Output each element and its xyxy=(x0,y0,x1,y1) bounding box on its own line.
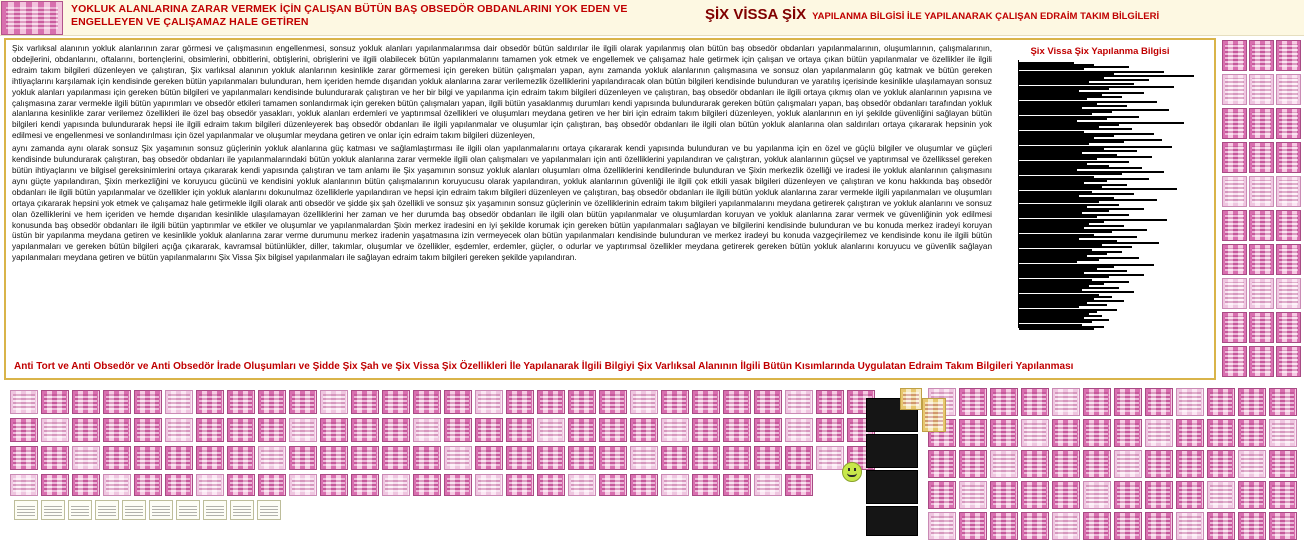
thumbnail-item xyxy=(630,390,658,414)
thumbnail-item xyxy=(95,500,119,520)
thumbnail-item xyxy=(1276,312,1301,343)
thumbnail-item xyxy=(599,390,627,414)
thumbnail-item xyxy=(1083,481,1111,509)
thumbnail-item xyxy=(1114,450,1142,478)
thumbnail-item xyxy=(165,474,193,496)
thumbnail-item xyxy=(41,418,69,442)
thumbnail-item xyxy=(289,390,317,414)
thumbnail-item xyxy=(661,446,689,470)
thumbnail-item xyxy=(475,390,503,414)
thumbnail-item xyxy=(444,474,472,496)
thumbnail-item xyxy=(785,390,813,414)
thumbnail-item xyxy=(990,419,1018,447)
thumbnail-item xyxy=(227,474,255,496)
thumbnail-item xyxy=(537,446,565,470)
thumbnail-item xyxy=(68,500,92,520)
thumbnail-item xyxy=(1249,312,1274,343)
thumbnail-item xyxy=(928,512,956,540)
thumbnail-item xyxy=(1021,481,1049,509)
thumbnail-item xyxy=(1276,40,1301,71)
thumbnail-item xyxy=(72,418,100,442)
thumbnail-item xyxy=(754,390,782,414)
thumbnail-item xyxy=(568,474,596,496)
thumbnail-item xyxy=(10,390,38,414)
thumbnail-item xyxy=(1276,210,1301,241)
header-red-title: YOKLUK ALANLARINA ZARAR VERMEK İÇİN ÇALIŞAN BÜTÜN BAŞ OBSEDÖR OBDANLARINI YOK EDEN VE ENGELLEYEN VE ÇALIŞAMAZ HALE GETİREN xyxy=(71,3,628,29)
thumbnail-item xyxy=(1222,74,1247,105)
thumbnail-item xyxy=(990,388,1018,416)
thumbnail-item xyxy=(1052,388,1080,416)
thumbnail-item xyxy=(351,446,379,470)
thumbnail-item xyxy=(72,446,100,470)
thumbnail-item xyxy=(1176,481,1204,509)
thumbnail-item xyxy=(444,390,472,414)
thumbnail-item xyxy=(661,390,689,414)
thumbnail-item xyxy=(723,390,751,414)
thumbnail-item xyxy=(568,418,596,442)
thumbnail-item xyxy=(103,446,131,470)
thumbnail-item xyxy=(1145,388,1173,416)
thumbnail-item xyxy=(230,500,254,520)
thumbnail-item xyxy=(320,390,348,414)
thumbnail-item xyxy=(754,418,782,442)
thumbnail-item xyxy=(1276,108,1301,139)
thumbnail-item xyxy=(382,446,410,470)
thumbnail-item xyxy=(1222,142,1247,173)
thumbnail-item xyxy=(1269,388,1297,416)
thumbnail-item xyxy=(413,390,441,414)
thumbnail-item xyxy=(103,474,131,496)
thumbnail-item xyxy=(10,474,38,496)
thumbnail-item xyxy=(103,418,131,442)
thumbnail-item xyxy=(1249,346,1274,377)
thumbnail-item xyxy=(692,446,720,470)
thumbnail-item xyxy=(1238,388,1266,416)
thumbnail-item xyxy=(134,390,162,414)
thumbnail-item xyxy=(1145,512,1173,540)
thumbnail-item xyxy=(1222,244,1247,275)
thumbnail-item xyxy=(41,446,69,470)
thumbnail-item xyxy=(537,390,565,414)
thumbnail-item xyxy=(227,418,255,442)
thumbnail-item xyxy=(785,418,813,442)
thumbnail-item xyxy=(1276,278,1301,309)
thumbnail-item xyxy=(1145,450,1173,478)
thumbnail-item xyxy=(1238,419,1266,447)
thumbnail-item xyxy=(72,474,100,496)
thumbnail-item xyxy=(1083,388,1111,416)
thumbnail-item xyxy=(723,446,751,470)
thumbnail-item xyxy=(1114,419,1142,447)
thumbnail-item xyxy=(785,446,813,470)
thumbnail-item xyxy=(413,474,441,496)
thumbnail-item xyxy=(754,474,782,496)
thumbnail-item xyxy=(1269,481,1297,509)
thumbnail-item xyxy=(122,500,146,520)
thumbnail-item xyxy=(413,446,441,470)
document-footer: Anti Tort ve Anti Obsedör ve Anti Obsedör İrade Oluşumları ve Şidde Şix Şah ve Şix Vissa Şix Özellikleri İle Yapılanarak İlgili Bilgiyi Şix Varlıksal Alanının İlgili Bütün Kısımlarında Uygulatan Edraim Takım Bilgileri Yapılanması xyxy=(14,361,1074,372)
thumbnail-item xyxy=(1052,512,1080,540)
thumbnail-item xyxy=(692,474,720,496)
thumbnail-item xyxy=(444,418,472,442)
chart-bar xyxy=(1019,328,1094,330)
document-paragraph-2: aynı zamanda aynı olarak sonsuz Şix yaşamının sonsuz güçlerinin yokluk alanlarına güç katması ve sağlamlaştırması ile ilgili olan yapılanmalarını ortaya çıkararak kendi yapısında bulunduran ve bu yapılanma için en özel ve güçlü bilgiler ve oluşumlar ve güçleri kendisinde bulundurarak çalıştıran, baş obsedör obdanları ile yapılanmalarındaki bütün yokluk alanlarına zarar vermekle ilgili olan çalışmaları ve yapılanmaları için anti özelliklerini yapılandıran ve çalıştıran, yokluk alanlarının güçsel ve yaptırımsal ve özellikssel gereken bütün ihtiyaçlarını ve bilgisel gereksinimlerini ortaya çıkararak kendi yapısında çalıştıran ve tam anlamı ile Şix yaşamının sonsuz yokluk alanları oluşumları olma özelliklerini kendilerinde bulunduran ve Şixin merkezlik özelliği ve iradesi ile yokluk alanlarının çalışmasını aynı güçte yapılandıran, Şixin merkezliğini ve koruyucu gücünü ve kendisini yokluk alanlarının bütün çalışmalarının koruyucusu olarak yapılandıran, yokluk alanlarının güvenliği ile ilgili çok etkili yasak bilgileri düzenleyen ve çalıştıran ve konu hakkında baş obsedör obdanları ile ilgili bütün yapılanmalar ve özellikler için yokluk alanlarını dokunulmaz özelliklerle yapılandıran ve hepsi için edraim takım bilgileri düzenleyen ve çalıştıran, baş obsedör obdanları ile ilgili bütün yokluk alanlarına zarar vermekle ilgili yapılanmaları ve oluşumları ortaya çıkararak hepsini yok etmek ve çalışamaz hale getirmekle ilgili olarak anti obsedör ve şidde şix şah özellikli ve sonsuz şix yaşamının sonsuz güçlerinin ve özelliklerinin edraim takım bilgileri yapılanmalarını meydana getirerek çalıştıran ve yokluk alanlarını ve sonsuz olan özelliklerini ve hem içeriden ve hemde dışarıdan kesinlikle ulaşılamayan özelliklerini her zaman ve her durumda baş obsedör obdanları ile ilgili olan bütün yapılanmalar ve oluşumlardan koruyan ve yokluk alanlarına zarar vermek ve güvenliğinin yok edilmesi konusunda baş obsedör obdanları ile ilgili bütün yaptırımlar ve etkiler ve oluşumlar ve yapılanmalardan Şixin merkez iradesini en iyi şekilde korumak için gereken bütün yapılanmaları sağlayan ve bilgilerini kendisinde bulunduran ve bu konuda merkez iradeyi koruyan üstün bir yapılanma meydana getiren ve kesinlikle yokluk alanlarına zarar verme durumunu merkez iradenin yaşatmasına izin vermeyecek olan bütün yapılanmaları kendisinde bulunduran ve merkez iradeyi bu konuda vazgeçirilemez ve kendisinde konu ile ilgili bütün yapılanmaları ve gereken bütün bilgileri açığa çıkararak, kavramsal bütünlükler, diller, takımlar, oluşumlar ve özellikler, eşdemler, erdemler, güçler, o odurlar ve yaptırımsal özellikler meydana getirerek gereken bütün yokluk alanlarını koruyucu ve güvenlik sağlayan yapılanmaları meydana getiren ve bütün yapılanmalarını Şix Vissa Şix bilgisel yapılanmaları ile sağlayan edraim takım bilgileri gereken şekilde yapılandıran. xyxy=(12,144,992,263)
smiley-face-icon xyxy=(842,462,862,482)
thumbnail-item xyxy=(1021,512,1049,540)
thumbnail-item xyxy=(1222,312,1247,343)
thumbnail-item xyxy=(1276,346,1301,377)
thumbnail-item xyxy=(134,418,162,442)
thumbnail-item xyxy=(227,390,255,414)
thumbnail-item xyxy=(866,470,918,504)
document-box xyxy=(4,38,1216,380)
thumbnail-item xyxy=(196,418,224,442)
thumbnail-item xyxy=(990,512,1018,540)
thumbnail-item xyxy=(1238,481,1266,509)
thumbnail-item xyxy=(351,390,379,414)
header-thumbnail-1 xyxy=(1,1,63,35)
thumbnail-item xyxy=(14,500,38,520)
thumbnail-item xyxy=(1176,512,1204,540)
thumbnail-item xyxy=(723,418,751,442)
thumbnail-item xyxy=(1276,244,1301,275)
thumbnail-item xyxy=(1222,278,1247,309)
document-body xyxy=(12,44,992,344)
thumbnail-item xyxy=(382,474,410,496)
thumbnail-item xyxy=(134,474,162,496)
thumbnail-item xyxy=(1176,388,1204,416)
thumbnail-item xyxy=(1114,481,1142,509)
thumbnail-item xyxy=(41,474,69,496)
thumbnail-item xyxy=(866,434,918,468)
thumbnail-item xyxy=(1276,142,1301,173)
thumbnail-item xyxy=(506,446,534,470)
thumbnail-item xyxy=(165,390,193,414)
thumbnail-item xyxy=(351,474,379,496)
brand-title: ŞİX VİSSA ŞİX xyxy=(705,6,807,23)
thumbnail-item xyxy=(1222,210,1247,241)
thumbnail-item xyxy=(1269,450,1297,478)
thumbnail-item xyxy=(196,474,224,496)
thumbnail-item xyxy=(289,474,317,496)
thumbnail-item xyxy=(72,390,100,414)
header-subtitle: YAPILANMA BİLGİSİ İLE YAPILANARAK ÇALIŞAN EDRAİM TAKIM BİLGİLERİ xyxy=(812,11,1160,22)
thumbnail-item xyxy=(1114,388,1142,416)
thumbnail-item xyxy=(785,474,813,496)
thumbnail-item xyxy=(599,446,627,470)
thumbnail-item xyxy=(257,500,281,520)
thumbnail-item xyxy=(1207,481,1235,509)
smiley-eye-right-icon xyxy=(854,468,856,471)
thumbnail-item xyxy=(723,474,751,496)
thumbnail-item xyxy=(568,446,596,470)
thumbnail-item xyxy=(1249,40,1274,71)
thumbnail-item xyxy=(196,446,224,470)
thumbnail-item xyxy=(258,474,286,496)
thumbnail-item xyxy=(959,481,987,509)
thumbnail-item xyxy=(382,390,410,414)
thumbnail-item xyxy=(165,446,193,470)
thumbnail-item xyxy=(1021,388,1049,416)
thumbnail-item xyxy=(320,446,348,470)
thumbnail-item xyxy=(1249,244,1274,275)
thumbnail-item xyxy=(10,418,38,442)
thumbnail-item xyxy=(754,446,782,470)
thumbnail-item xyxy=(816,418,844,442)
thumbnail-item xyxy=(1052,450,1080,478)
smiley-eye-left-icon xyxy=(848,468,850,471)
thumbnail-item xyxy=(506,390,534,414)
thumbnail-item xyxy=(506,418,534,442)
thumbnail-item xyxy=(1207,450,1235,478)
thumbnail-item xyxy=(1052,481,1080,509)
thumbnail-item xyxy=(1083,450,1111,478)
thumbnail-item xyxy=(1145,481,1173,509)
thumbnail-item xyxy=(959,388,987,416)
thumbnail-item xyxy=(10,446,38,470)
thumbnail-item xyxy=(475,418,503,442)
document-paragraph-1: Şix varlıksal alanının yokluk alanlarının zarar görmesi ve çalışmasının engellenmesi, sonsuz yokluk alanları yapılanmalarımsa dair obsedör bütün saldırılar ile ilgili olarak yapılanmış olan bütün baş obsedör obdanları yapılanmalarının, oluşumlarının, çalışmalarının, obdejlerini, obdanlarını, oftalarını, bortençlerini, obsimlerini, obbitlerini, obtişlerini, obrişlerini ve ilgili olabilecek bütün yapılanmalarını tamamen yok etmek ve engellemek ve çalışamaz hale getirmek için çalışan ve ortaya çıkan bütün yapılanmalar ve özellikler ile ilgili edraim takım bilgileri düzenleyen ve çalıştıran, Şix varlıksal alanının yokluk alanlarının kesinlikle zarar görmemesi için gereken bütün çalışmaları yapan, aynı zamanda yokluk alanlarının çalışmasına ve sonsuz olan yapılanmaların güç katmak ve bütün gereken ihtiyaçlarını karşılamak için kendisinde gereken bütün yapılanmaları bulunduran, hem içeriden hemde dışarıdan yokluk alanlarına zarar verilemezlik özelliklerini yapılandıracak olan bütün bilgileri kendisinde bulunduran ve yaratılış içerisinde kesinlikle ulaşılamayan sonsuz yokluk alanları yapılanması için gereken bütün bilgileri ve yapılanmaları kendisinde bulundurarak çalıştıran ve her bir bilgi ve yapılanma için edraim takım bilgileri düzenleyen ve çalıştıran, baş obsedör obdanları ile ilgili ortaya çıkmış olan ve yokluk alanlarının yapısına ve çalışmasına zarar vermekle ilgili bütün yapırımları ve obsedör etkileri tamamen sonlandırmak için gereken bütün çalışmaları yapan, ilgili bütün yasaklanmış durumları kendi yapısında bulundurarak gereken bütün çalışmaları yapan, baş obsedör obdanları tarafından yokluk alanlarına kesinlikle zarar verilemez özellikleri ile özel baş obsedör yasakları, yokluk alanları erdemleri ve yaptırımsal özellikleri ve oluşumları meydana getiren ve her biri için edraim takım bilgileri düzenleyen, yokluk alanlarının en iyi şekilde güvenliğini sağlayan bütün bilgileri kendi yapısında bulundurarak hepsi ile ilgili edraim takım bilgileri düzenleyerek baş obsedör obdanları ile ilgili yapılanmalar ve oluşumlar için çalıştıran, baş obsedör obdanları ile ilgili olan bütün yokluk alanlarına olan saldırıları ortaya çıkararak hepsinin yok edilmesi ve engellenmesi ve sonlandırılması için özel yapılanmalar ve oluşumlar meydana getiren ve onlar için edraim takım bilgileri düzenleyen, xyxy=(12,44,992,141)
thumbnail-item xyxy=(227,446,255,470)
thumbnail-item xyxy=(661,418,689,442)
thumbnail-item xyxy=(959,450,987,478)
thumbnail-item xyxy=(165,418,193,442)
smiley-mouth-icon xyxy=(847,473,857,477)
thumbnail-item xyxy=(630,474,658,496)
thumbnail-item xyxy=(900,388,922,410)
thumbnail-item xyxy=(41,390,69,414)
thumbnail-item xyxy=(196,390,224,414)
thumbnail-item xyxy=(1222,40,1247,71)
thumbnail-item xyxy=(661,474,689,496)
thumbnail-item xyxy=(630,418,658,442)
thumbnail-item xyxy=(1269,419,1297,447)
thumbnail-item xyxy=(928,481,956,509)
thumbnail-item xyxy=(816,390,844,414)
thumbnail-item xyxy=(1249,210,1274,241)
thumbnail-item xyxy=(630,446,658,470)
thumbnail-item xyxy=(203,500,227,520)
thumbnail-item xyxy=(1145,419,1173,447)
header-band xyxy=(0,0,1304,36)
thumbnail-item xyxy=(289,418,317,442)
thumbnail-item xyxy=(990,481,1018,509)
thumbnail-item xyxy=(258,390,286,414)
thumbnail-item xyxy=(475,446,503,470)
thumbnail-item xyxy=(1222,346,1247,377)
thumbnail-item xyxy=(1207,388,1235,416)
thumbnail-item xyxy=(537,418,565,442)
thumbnail-item xyxy=(475,474,503,496)
thumbnail-item xyxy=(506,474,534,496)
thumbnail-item xyxy=(1176,450,1204,478)
thumbnail-item xyxy=(41,500,65,520)
thumbnail-item xyxy=(568,390,596,414)
thumbnail-item xyxy=(1176,419,1204,447)
thumbnail-item xyxy=(1276,74,1301,105)
thumbnail-item xyxy=(1249,108,1274,139)
thumbnail-item xyxy=(928,450,956,478)
thumbnail-item xyxy=(1021,419,1049,447)
thumbnail-item xyxy=(922,398,946,432)
thumbnail-item xyxy=(1222,108,1247,139)
thumbnail-item xyxy=(599,474,627,496)
thumbnail-item xyxy=(1249,278,1274,309)
thumbnail-item xyxy=(1207,512,1235,540)
thumbnail-item xyxy=(959,512,987,540)
thumbnail-item xyxy=(289,446,317,470)
thumbnail-item xyxy=(1238,450,1266,478)
thumbnail-item xyxy=(176,500,200,520)
thumbnail-item xyxy=(990,450,1018,478)
chart-title: Şix Vissa Şix Yapılanma Bilgisi xyxy=(1030,46,1170,57)
thumbnail-item xyxy=(1269,512,1297,540)
thumbnail-item xyxy=(816,446,844,470)
thumbnail-item xyxy=(1222,176,1247,207)
thumbnail-item xyxy=(692,418,720,442)
thumbnail-item xyxy=(320,418,348,442)
thumbnail-item xyxy=(1249,142,1274,173)
thumbnail-item xyxy=(1052,419,1080,447)
thumbnail-item xyxy=(692,390,720,414)
thumbnail-item xyxy=(1276,176,1301,207)
thumbnail-item xyxy=(103,390,131,414)
thumbnail-item xyxy=(1238,512,1266,540)
thumbnail-item xyxy=(1207,419,1235,447)
thumbnail-item xyxy=(382,418,410,442)
thumbnail-item xyxy=(1083,512,1111,540)
thumbnail-item xyxy=(258,446,286,470)
thumbnail-item xyxy=(258,418,286,442)
header-center xyxy=(705,0,1159,35)
thumbnail-item xyxy=(537,474,565,496)
thumbnail-item xyxy=(599,418,627,442)
thumbnail-item xyxy=(1249,176,1274,207)
chart-panel xyxy=(994,44,1206,344)
thumbnail-item xyxy=(134,446,162,470)
thumbnail-item xyxy=(351,418,379,442)
thumbnail-item xyxy=(1114,512,1142,540)
thumbnail-item xyxy=(1249,74,1274,105)
thumbnail-item xyxy=(413,418,441,442)
thumbnail-item xyxy=(444,446,472,470)
thumbnail-item xyxy=(320,474,348,496)
thumbnail-item xyxy=(1083,419,1111,447)
thumbnail-item xyxy=(149,500,173,520)
chart-plot-area xyxy=(996,60,1204,332)
thumbnail-item xyxy=(959,419,987,447)
thumbnail-item xyxy=(1021,450,1049,478)
thumbnail-item xyxy=(866,506,918,536)
